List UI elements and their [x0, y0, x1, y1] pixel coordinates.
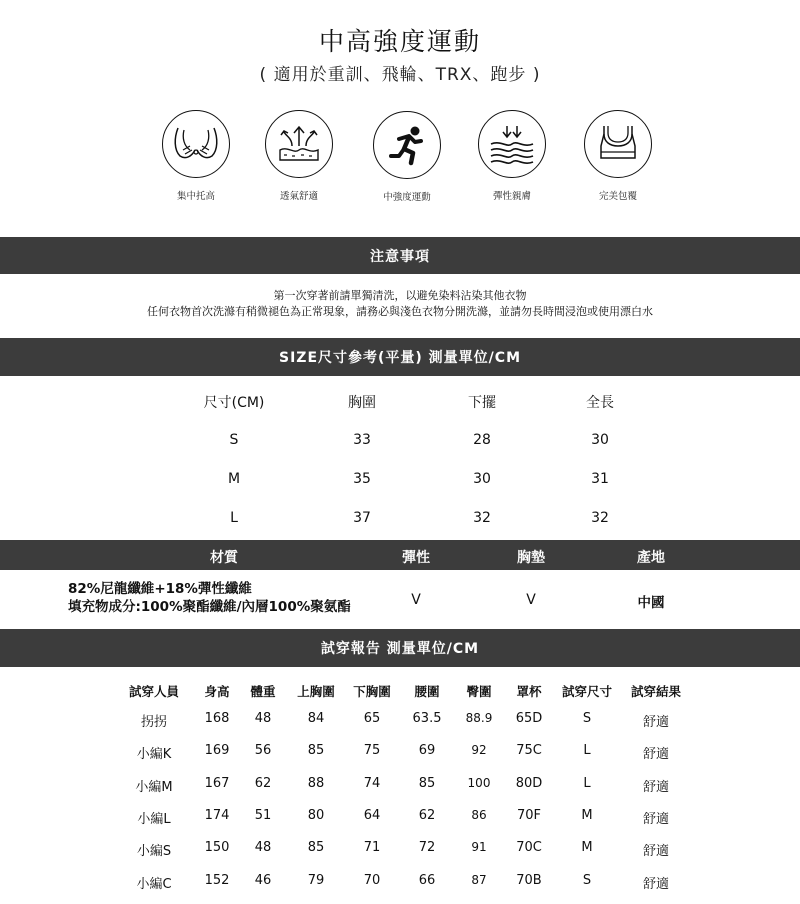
table-cell: 70 [363, 872, 381, 888]
table-cell: 28 [473, 432, 491, 448]
runner-icon [373, 111, 441, 179]
table-cell: 小編C [136, 876, 172, 892]
table-cell: 167 [204, 775, 230, 791]
table-cell: 拐拐 [140, 715, 168, 730]
table-cell: 56 [254, 743, 272, 759]
feature-breathable [249, 110, 349, 202]
column-header: 臀圍 [466, 684, 492, 699]
table-cell: 舒適 [642, 715, 670, 730]
table-cell: 85 [307, 743, 325, 759]
table-cell: 152 [204, 872, 230, 888]
table-cell: S [582, 872, 592, 888]
table-cell: 舒適 [642, 844, 670, 860]
column-header: 身高 [204, 684, 230, 699]
table-cell: 小編K [136, 747, 172, 763]
table-cell: 85 [418, 775, 436, 791]
table-cell: 32 [473, 510, 491, 526]
table-cell: 87 [471, 872, 487, 887]
table-cell: 63.5 [412, 711, 442, 726]
table-cell: 150 [204, 840, 230, 856]
column-header: 胸圍 [348, 395, 376, 411]
table-cell: M [227, 471, 241, 487]
pad-value: V [526, 592, 536, 608]
material-composition [68, 580, 351, 616]
sports-bra-icon [584, 110, 652, 178]
table-cell: 80D [515, 775, 543, 791]
table-cell: L [230, 510, 238, 526]
table-cell: 69 [418, 743, 436, 759]
table-cell: 84 [307, 711, 325, 726]
table-cell: 70B [516, 872, 542, 888]
table-cell: L [583, 775, 591, 791]
page-subtitle: ( 適用於重訓、飛輪、TRX、跑步 ) [259, 65, 541, 85]
feature-label: 透氣舒適 [279, 191, 318, 202]
table-cell: 70C [516, 840, 542, 856]
trial-header-bar [0, 629, 800, 667]
table-cell: 92 [471, 743, 487, 758]
size-table-title: SIZE尺寸參考(平量) 測量單位/CM [279, 350, 521, 366]
column-header: 尺寸(CM) [203, 395, 265, 411]
feature-stretch [462, 110, 562, 202]
column-header: 試穿結果 [630, 684, 682, 699]
table-cell: M [581, 807, 593, 823]
column-header: 胸墊 [517, 550, 545, 566]
table-cell: 168 [204, 711, 230, 726]
table-cell: 62 [254, 775, 272, 791]
table-cell: S [229, 432, 239, 448]
breathable-icon [265, 110, 333, 178]
column-header: 材質 [210, 550, 238, 566]
table-cell: 30 [473, 471, 491, 487]
column-header: 產地 [637, 550, 665, 566]
table-cell: 小編S [136, 844, 172, 860]
table-cell: 舒適 [642, 811, 670, 827]
table-cell: 31 [591, 471, 609, 487]
table-cell: 32 [591, 510, 609, 526]
table-cell: 75C [516, 743, 542, 759]
feature-lift [146, 110, 246, 202]
column-header: 下擺 [468, 395, 496, 411]
column-header: 上胸圍 [297, 684, 335, 699]
table-cell: 91 [471, 840, 487, 855]
table-cell: L [583, 743, 591, 759]
column-header: 罩杯 [516, 684, 542, 699]
table-cell: 86 [471, 807, 487, 822]
column-header: 試穿尺寸 [561, 684, 613, 699]
origin-value: 中國 [637, 595, 665, 611]
table-cell: 小編L [137, 811, 171, 827]
table-cell: S [582, 711, 592, 726]
page-title: 中高強度運動 [318, 27, 481, 56]
feature-running [357, 111, 457, 203]
table-cell: 88 [307, 775, 325, 791]
table-cell: 66 [418, 872, 436, 888]
feature-label: 完美包覆 [598, 191, 637, 202]
bra-cups-icon [162, 110, 230, 178]
table-cell: 33 [353, 432, 371, 448]
composition-line: 82%尼龍纖維+18%彈性纖維 [68, 581, 252, 597]
material-header-bar [0, 540, 800, 570]
size-table [0, 392, 800, 532]
notice-line: 第一次穿著前請單獨清洗，以避免染料沾染其他衣物 [273, 289, 527, 302]
table-cell: 88.9 [465, 711, 493, 725]
column-header: 全長 [586, 395, 614, 411]
composition-line: 填充物成分:100%聚酯纖維/內層100%聚氨酯 [68, 599, 351, 615]
table-cell: 71 [363, 840, 381, 856]
table-cell: 62 [418, 807, 436, 823]
notice-line: 任何衣物首次洗滌有稍微褪色為正常現象，請務必與淺色衣物分開洗滌，並請勿長時間浸泡或使用漂白水 [147, 305, 653, 318]
size-header-bar [0, 338, 800, 376]
column-header: 試穿人員 [128, 684, 180, 699]
trial-table-title: 試穿報告 測量單位/CM [320, 641, 480, 657]
column-header: 腰圍 [414, 684, 440, 699]
table-cell: 48 [254, 711, 272, 726]
table-cell: 65 [363, 711, 381, 726]
notice-title: 注意事項 [370, 248, 430, 265]
table-cell: 72 [418, 840, 436, 856]
table-cell: 舒適 [642, 779, 670, 795]
table-cell: 46 [254, 872, 272, 888]
table-cell: 舒適 [642, 876, 670, 892]
feature-label: 中強度運動 [383, 192, 431, 203]
table-cell: 85 [307, 840, 325, 856]
table-cell: 100 [467, 775, 491, 790]
table-cell: 79 [307, 872, 325, 888]
table-cell: 75 [363, 743, 381, 759]
feature-label: 彈性親膚 [492, 191, 531, 202]
table-cell: 174 [204, 807, 230, 823]
trial-table [0, 682, 800, 892]
column-header: 體重 [250, 684, 276, 699]
table-cell: 30 [591, 432, 609, 448]
table-cell: 70F [516, 807, 542, 823]
notice-header-bar [0, 237, 800, 274]
stretch-fabric-icon [478, 110, 546, 178]
elastic-value: V [411, 592, 421, 608]
table-cell: 74 [363, 775, 381, 791]
table-cell: 48 [254, 840, 272, 856]
notice-text [0, 288, 800, 320]
table-cell: 169 [204, 743, 230, 759]
table-cell: 80 [307, 807, 325, 823]
table-cell: 小編M [135, 779, 173, 795]
table-cell: 35 [353, 471, 371, 487]
column-header: 下胸圍 [353, 684, 391, 699]
table-cell: 64 [363, 807, 381, 823]
table-cell: 舒適 [642, 747, 670, 763]
feature-label: 集中托高 [176, 191, 215, 202]
table-cell: M [581, 840, 593, 856]
column-header: 彈性 [402, 550, 430, 566]
table-cell: 51 [254, 807, 272, 823]
table-cell: 65D [515, 711, 543, 726]
table-cell: 37 [353, 510, 371, 526]
feature-coverage [568, 110, 668, 202]
